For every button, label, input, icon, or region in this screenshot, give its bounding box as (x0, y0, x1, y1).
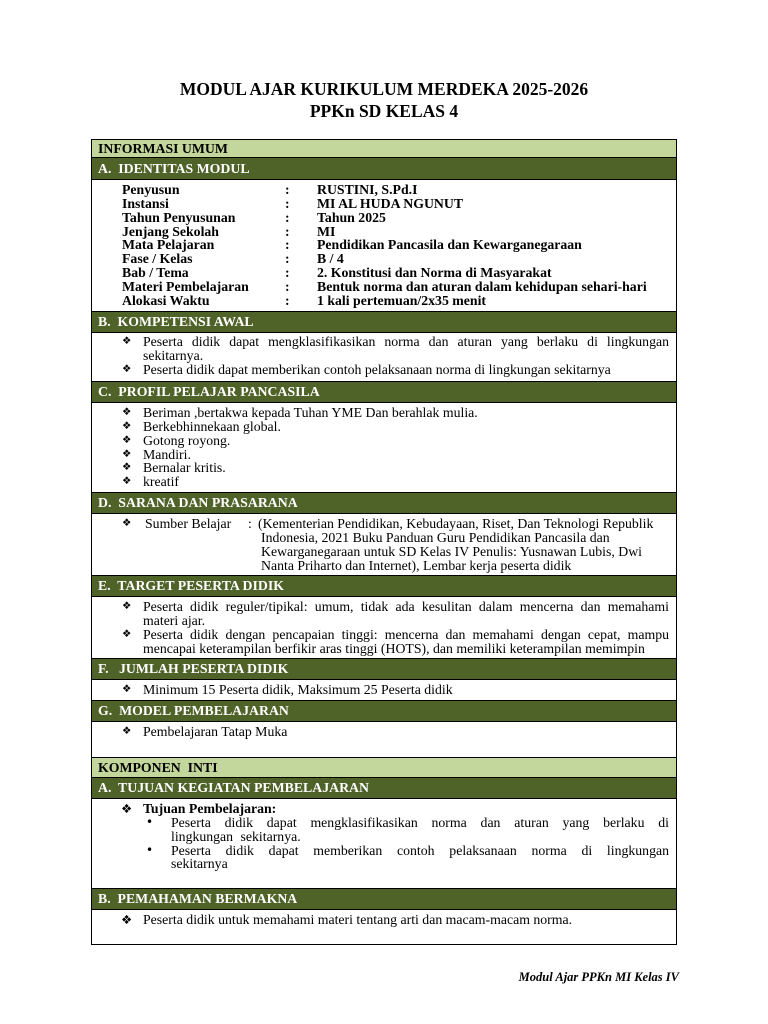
page-footer: Modul Ajar PPKn MI Kelas IV (518, 970, 679, 984)
document-title: MODUL AJAR KURIKULUM MERDEKA 2025-2026 (179, 79, 589, 99)
item-text: Peserta didik dapat memberikan contoh pelaksanaan norma di lingkungan sekitarnya (143, 361, 611, 377)
identitas-label: Instansi (122, 195, 169, 211)
identitas-row (92, 238, 676, 252)
sub-list-item (92, 816, 676, 844)
identitas-value: 1 kali pertemuan/2x35 menit (317, 292, 487, 308)
list-item (92, 406, 676, 420)
sumber-belajar-sep: : (248, 516, 252, 531)
identitas-value: Pendidikan Pancasila dan Kewarganegaraan (317, 237, 582, 253)
jumlah-body (92, 680, 676, 701)
identitas-label: Tahun Penyusunan (122, 209, 236, 225)
item-text: Mandiri. (143, 446, 191, 462)
target-heading: E. TARGET PESERTA DIDIK (92, 576, 676, 597)
tujuan-subheading-item (92, 802, 676, 816)
item-text: Beriman ,bertakwa kepada Tuhan YME Dan berahlak mulia. (143, 405, 478, 420)
kompetensi-awal-body (92, 333, 676, 382)
item-text: Pembelajaran Tatap Muka (143, 724, 288, 739)
diamond-bullet-icon (122, 683, 131, 697)
diamond-bullet-icon (122, 434, 131, 448)
profil-heading: C. PROFIL PELAJAR PANCASILA (92, 382, 676, 403)
list-item (92, 434, 676, 448)
item-text: Peserta didik dapat mengklasifikasikan norma dan aturan yang berlaku di lingkungan sekitarnya. (143, 334, 669, 363)
profil-body (92, 403, 676, 493)
identitas-sep: : (285, 292, 290, 308)
list-item (92, 913, 676, 927)
diamond-bullet-icon (121, 913, 132, 927)
identitas-label: Alokasi Waktu (122, 292, 210, 308)
sarana-heading: D. SARANA DAN PRASARANA (92, 493, 676, 514)
diamond-bullet-icon (122, 475, 131, 489)
identitas-label: Fase / Kelas (122, 251, 193, 267)
identitas-value: MI (317, 223, 336, 239)
identitas-row (92, 225, 676, 239)
kompetensi-awal-heading: B. KOMPETENSI AWAL (92, 312, 676, 333)
diamond-bullet-icon (122, 600, 131, 614)
tujuan-heading: A. TUJUAN KEGIATAN PEMBELAJARAN (92, 778, 676, 799)
diamond-bullet-icon (121, 802, 132, 816)
identitas-row (92, 211, 676, 225)
identitas-value: Bentuk norma dan aturan dalam kehidupan sehari-hari (317, 278, 647, 294)
sub-list-item (92, 844, 676, 872)
diamond-bullet-icon (122, 335, 131, 349)
identitas-row (92, 266, 676, 280)
list-item (92, 600, 676, 628)
identitas-value: B / 4 (317, 251, 344, 267)
identitas-row (92, 280, 676, 294)
list-item (92, 628, 676, 656)
identitas-row (92, 183, 676, 197)
list-item (92, 335, 676, 363)
target-body (92, 597, 676, 659)
diamond-bullet-icon (122, 628, 131, 642)
model-heading: G. MODEL PEMBELAJARAN (92, 701, 676, 722)
item-text: Peserta didik dengan pencapaian tinggi: mencerna dan memahami dengan cepat, mampu mencapai keterampilan berfikir aras tinggi (HOTS), dan memiliki keterampilan memimpin (143, 626, 669, 656)
item-text: Peserta didik dapat memberikan contoh pelaksanaan norma di lingkungan sekitarnya (171, 842, 669, 872)
identitas-label: Penyusun (122, 182, 180, 197)
informasi-umum-heading: INFORMASI UMUM (92, 140, 676, 158)
identitas-sep: : (285, 209, 290, 225)
identitas-heading: A. IDENTITAS MODUL (92, 158, 676, 180)
identitas-row (92, 197, 676, 211)
sumber-belajar-item (92, 517, 676, 572)
list-item (92, 363, 676, 377)
item-text: kreatif (143, 474, 180, 490)
document-subtitle: PPKn SD KELAS 4 (309, 101, 459, 121)
item-text: Peserta didik dapat mengklasifikasikan norma dan aturan yang berlaku di lingkungan sekitarnya. (171, 814, 669, 844)
item-text: Bernalar kritis. (143, 460, 226, 476)
dot-bullet-icon (146, 844, 153, 858)
jumlah-heading: F. JUMLAH PESERTA DIDIK (92, 659, 676, 680)
identitas-value: 2. Konstitusi dan Norma di Masyarakat (317, 265, 552, 281)
sumber-belajar-label: Sumber Belajar (145, 516, 232, 531)
identitas-body (92, 180, 676, 312)
model-body (92, 722, 676, 758)
diamond-bullet-icon (122, 363, 131, 377)
diamond-bullet-icon (122, 420, 131, 434)
item-text: Peserta didik reguler/tipikal: umum, tidak ada kesulitan dalam mencerna dan memahami materi ajar. (143, 599, 669, 628)
identitas-sep: : (285, 237, 290, 253)
diamond-bullet-icon (122, 725, 131, 739)
pemahaman-body (92, 910, 676, 944)
identitas-label: Bab / Tema (122, 265, 189, 281)
module-table (91, 139, 677, 945)
komponen-inti-heading: KOMPONEN INTI (92, 758, 676, 778)
item-text: Gotong royong. (143, 432, 231, 448)
pemahaman-heading: B. PEMAHAMAN BERMAKNA (92, 889, 676, 910)
list-item (92, 461, 676, 475)
identitas-sep: : (285, 265, 290, 281)
identitas-label: Jenjang Sekolah (122, 223, 219, 239)
tujuan-subheading: Tujuan Pembelajaran: (143, 801, 277, 816)
identitas-label: Materi Pembelajaran (122, 278, 249, 294)
identitas-sep: : (285, 195, 290, 211)
sumber-belajar-value: (Kementerian Pendidikan, Kebudayaan, Riset, Dan Teknologi Republik Indonesia, 2021 Buku Panduan Guru Pendidikan Pancasila dan Kewarganegaraan untuk SD Kelas IV Penulis: Yusnawan Lubis, Dwi Nanta Priharto dan Internet), Lembar kerja peserta didik (258, 516, 654, 573)
diamond-bullet-icon (122, 448, 131, 462)
list-item (92, 725, 676, 739)
identitas-sep: : (285, 278, 290, 294)
identitas-sep: : (285, 223, 290, 239)
identitas-sep: : (285, 251, 290, 267)
tujuan-body (92, 799, 676, 889)
dot-bullet-icon (146, 816, 153, 830)
identitas-label: Mata Pelajaran (122, 237, 215, 253)
item-text: Peserta didik untuk memahami materi tentang arti dan macam-macam norma. (143, 912, 573, 927)
identitas-value: RUSTINI, S.Pd.I (317, 182, 418, 197)
list-item (92, 475, 676, 489)
list-item (92, 420, 676, 434)
identitas-row (92, 252, 676, 266)
identitas-sep: : (285, 182, 290, 197)
diamond-bullet-icon (122, 461, 131, 475)
identitas-value: Tahun 2025 (317, 209, 386, 225)
identitas-row (92, 294, 676, 308)
list-item (92, 448, 676, 462)
identitas-value: MI AL HUDA NGUNUT (317, 195, 464, 211)
list-item (92, 683, 676, 697)
diamond-bullet-icon (122, 517, 131, 531)
item-text: Minimum 15 Peserta didik, Maksimum 25 Peserta didik (143, 682, 453, 697)
sarana-body (92, 514, 676, 576)
item-text: Berkebhinnekaan global. (143, 418, 281, 434)
diamond-bullet-icon (122, 406, 131, 420)
